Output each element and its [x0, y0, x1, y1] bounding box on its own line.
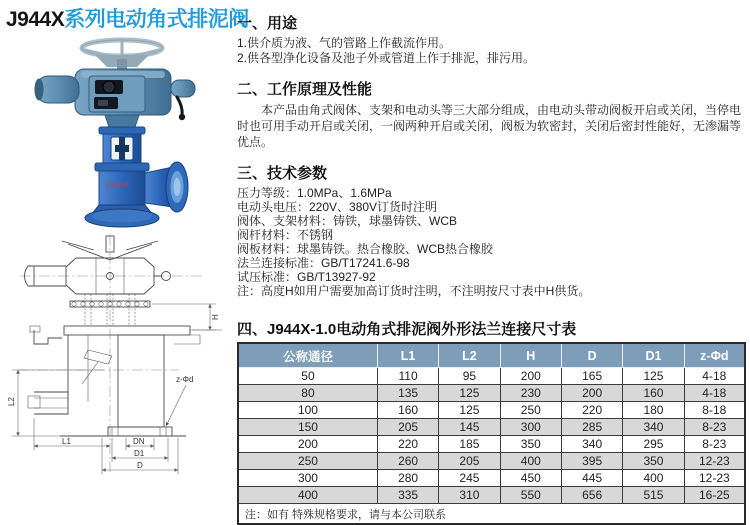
dim-label-h: H	[211, 314, 220, 320]
dim-label-d: D	[137, 461, 143, 470]
column-header: D1	[623, 343, 684, 368]
dim-cell: 150	[238, 419, 377, 436]
dim-cell: 310	[439, 487, 500, 504]
dim-cell: 12-23	[684, 453, 745, 470]
dim-cell: 295	[623, 436, 684, 453]
dimension-table	[237, 342, 746, 525]
product-photo	[25, 33, 215, 231]
dim-cell: 110	[377, 368, 438, 385]
dimensions-heading: 四、J944X-1.0电动角式排泥阀外形法兰连接尺寸表	[237, 321, 577, 338]
table-note: 注：如有 特殊规格要求，请与本公司联系	[238, 504, 745, 525]
valve-photo-illustration	[25, 33, 215, 231]
dim-cell: 200	[500, 368, 561, 385]
parameter-line: 压力等级：1.0MPa、1.6MPa	[237, 186, 392, 200]
column-header: L2	[439, 343, 500, 368]
usage-line: 1.供介质为液、气的管路上作截流作用。	[237, 36, 452, 50]
column-header: 公称通径	[238, 343, 377, 368]
dim-cell: 340	[623, 419, 684, 436]
column-header: H	[500, 343, 561, 368]
table-note-row	[238, 504, 745, 525]
section-usage	[237, 12, 746, 66]
dim-cell: 50	[238, 368, 377, 385]
dim-cell: 12-23	[684, 470, 745, 487]
title-series: 系列电动角式排泥阀	[64, 8, 249, 31]
dim-cell: 200	[561, 385, 622, 402]
usage-lines	[237, 36, 746, 66]
dim-cell: 395	[561, 453, 622, 470]
dim-cell: 125	[623, 368, 684, 385]
dim-cell: 450	[500, 470, 561, 487]
dim-cell: 4-18	[684, 385, 745, 402]
dim-cell: 400	[500, 453, 561, 470]
section-principle	[237, 78, 746, 150]
valve-marking-text: DN150	[106, 181, 129, 190]
table-row	[238, 470, 745, 487]
dim-cell: 205	[377, 419, 438, 436]
dim-cell: 16-25	[684, 487, 745, 504]
parameter-lines	[237, 186, 746, 298]
dim-cell: 100	[238, 402, 377, 419]
dim-cell: 135	[377, 385, 438, 402]
dim-cell: 656	[561, 487, 622, 504]
dim-cell: 125	[439, 402, 500, 419]
dim-cell: 260	[377, 453, 438, 470]
table-row	[238, 436, 745, 453]
dim-cell: 200	[238, 436, 377, 453]
column-header: z-Φd	[684, 343, 745, 368]
dim-cell: 400	[238, 487, 377, 504]
title-model: J944X	[6, 8, 65, 31]
section-dimensions	[237, 318, 746, 525]
table-row	[238, 453, 745, 470]
table-row	[238, 419, 745, 436]
dim-cell: 250	[500, 402, 561, 419]
page-title	[6, 3, 249, 33]
dim-cell: 4-18	[684, 368, 745, 385]
column-header: D	[561, 343, 622, 368]
dim-cell: 8-23	[684, 419, 745, 436]
dim-cell: 160	[623, 385, 684, 402]
dim-cell: 165	[561, 368, 622, 385]
table-row	[238, 402, 745, 419]
dim-cell: 285	[561, 419, 622, 436]
parameter-line: 阀体、支架材料：铸铁，球墨铸铁、WCB	[237, 214, 457, 228]
parameter-line: 法兰连接标准：GB/T17241.6-98	[237, 256, 410, 270]
parameter-line: 注：高度H如用户需要加高订货时注明，不注明按尺寸表中H供货。	[237, 284, 591, 298]
dim-cell: 445	[561, 470, 622, 487]
principle-heading: 二、工作原理及性能	[237, 81, 373, 98]
dim-cell: 300	[238, 470, 377, 487]
parameter-line: 阀板材料：球墨铸铁。热合橡胶、WCB热合橡胶	[237, 242, 493, 256]
dim-cell: 180	[623, 402, 684, 419]
table-row	[238, 487, 745, 504]
handwheel-icon	[82, 40, 162, 71]
dim-cell: 350	[500, 436, 561, 453]
dim-cell: 340	[561, 436, 622, 453]
dim-cell: 550	[500, 487, 561, 504]
table-body	[238, 368, 745, 504]
dim-cell: 400	[623, 470, 684, 487]
content-column	[237, 12, 746, 525]
dim-cell: 145	[439, 419, 500, 436]
parameter-line: 电动头电压：220V、380V订货时注明	[237, 200, 438, 214]
dim-cell: 125	[439, 385, 500, 402]
dim-label-bolt: z-Φd	[176, 375, 194, 384]
dim-cell: 95	[439, 368, 500, 385]
valve-body	[85, 115, 188, 227]
column-header: L1	[377, 343, 438, 368]
dim-cell: 160	[377, 402, 438, 419]
dim-cell: 515	[623, 487, 684, 504]
dim-cell: 230	[500, 385, 561, 402]
dimension-drawing	[4, 232, 234, 484]
table-row	[238, 368, 745, 385]
dim-cell: 245	[439, 470, 500, 487]
dim-cell: 80	[238, 385, 377, 402]
electric-actuator	[35, 69, 196, 120]
dim-cell: 220	[377, 436, 438, 453]
table-row	[238, 385, 745, 402]
dim-label-d1: D1	[134, 449, 145, 458]
dim-cell: 185	[439, 436, 500, 453]
parameter-line: 阀杆材料：不锈钢	[237, 228, 334, 242]
valve-outline-drawing	[4, 232, 234, 484]
dim-cell: 335	[377, 487, 438, 504]
drawing-dimensions	[7, 304, 220, 474]
usage-heading: 一、用途	[237, 15, 298, 32]
dim-cell: 8-23	[684, 436, 745, 453]
table-header-row	[238, 343, 745, 368]
usage-line: 2.供各型净化设备及池子外或管道上作于排泥，排污用。	[237, 51, 536, 65]
dim-cell: 8-18	[684, 402, 745, 419]
dim-label-l2: L2	[7, 397, 16, 406]
dim-cell: 205	[439, 453, 500, 470]
dim-cell: 300	[500, 419, 561, 436]
dim-cell: 280	[377, 470, 438, 487]
principle-paragraph: 本产品由角式阀体、支架和电动头等三大部分组成，由电动头带动阀板开启或关闭，当停电时也可用手动开启或关闭，一阀两种开启或关闭，阀板为软密封，关闭后密封性能好，无渗漏等优点。	[237, 103, 742, 149]
dim-label-l1: L1	[62, 437, 71, 446]
parameters-heading: 三、技术参数	[237, 165, 328, 182]
dim-label-dn: DN	[133, 437, 145, 446]
dim-cell: 220	[561, 402, 622, 419]
parameter-line: 试压标准：GB/T13927-92	[237, 270, 376, 284]
dim-cell: 250	[238, 453, 377, 470]
section-parameters	[237, 162, 746, 298]
dim-cell: 350	[623, 453, 684, 470]
